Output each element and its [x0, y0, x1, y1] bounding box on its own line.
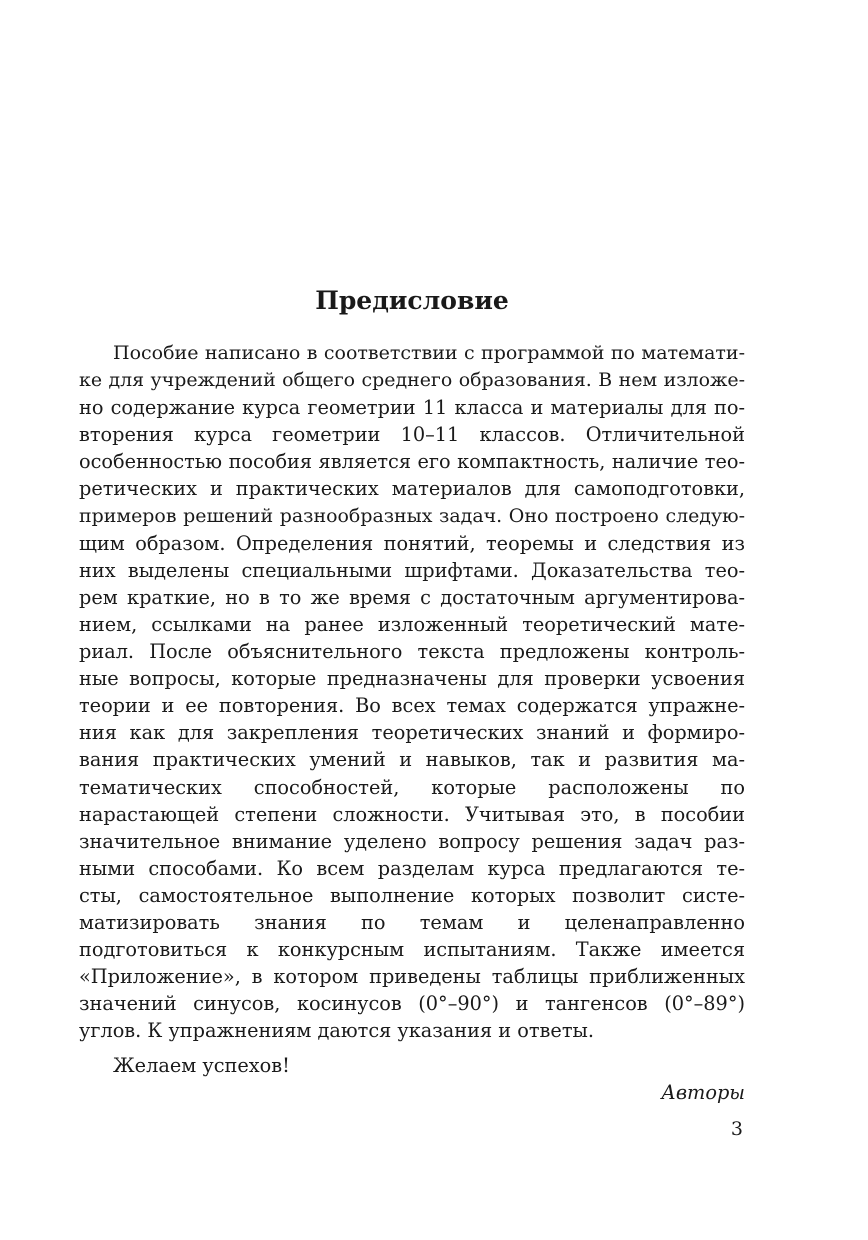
text-line: «Приложение», в котором приведены таблицы приближенных [79, 965, 745, 989]
text-line: значительное внимание уделено вопросу решения задач раз- [79, 829, 745, 853]
text-line: примеров решений разнообразных задач. Оно построено следую- [79, 504, 745, 527]
text-line: щим образом. Определения понятий, теоремы и следствия из [79, 531, 745, 555]
text-line: вания практических умений и навыков, так и развития ма- [79, 748, 745, 772]
text-line: матизировать знания по темам и целенаправленно [79, 910, 745, 934]
text-line: нарастающей степени сложности. Учитывая это, в пособии [79, 802, 745, 826]
preface-paragraph [79, 340, 745, 1044]
authors-signature: Авторы [661, 1081, 745, 1104]
text-line: особенностью пособия является его компактность, наличие тео- [79, 450, 745, 474]
book-page [79, 0, 745, 1240]
text-line: значений синусов, косинусов (0°–90°) и тангенсов (0°–89°) [79, 992, 745, 1016]
page-title: Предисловие [315, 286, 509, 315]
text-line: риал. После объяснительного текста предложены контроль- [79, 640, 745, 664]
text-line: но содержание курса геометрии 11 класса и материалы для по- [79, 396, 745, 420]
text-line: них выделены специальными шрифтами. Доказательства тео- [79, 558, 745, 582]
text-line: тематических способностей, которые расположены по [79, 775, 745, 799]
page-number: 3 [730, 1118, 743, 1140]
text-line: ке для учреждений общего среднего образования. В нем изложе- [79, 369, 745, 392]
closing-wish: Желаем успехов! [113, 1054, 290, 1077]
text-line: Пособие написано в соответствии с программой по математи- [113, 342, 745, 364]
text-line: рем краткие, но в то же время с достаточным аргументирова- [79, 585, 745, 609]
text-line: ными способами. Ко всем разделам курса предлагаются те- [79, 856, 745, 880]
text-line: сты, самостоятельное выполнение которых позволит систе- [79, 883, 745, 907]
text-line: ные вопросы, которые предназначены для проверки усвоения [79, 667, 745, 691]
text-line: углов. К упражнениям даются указания и ответы. [79, 1019, 594, 1043]
text-line: вторения курса геометрии 10–11 классов. Отличительной [79, 423, 745, 447]
text-line: ния как для закрепления теоретических знаний и формиро- [79, 721, 745, 745]
text-line: нием, ссылками на ранее изложенный теоретический мате- [79, 612, 745, 636]
text-line: подготовиться к конкурсным испытаниям. Также имеется [79, 938, 745, 962]
text-line: ретических и практических материалов для самоподготовки, [79, 477, 745, 501]
text-line: теории и ее повторения. Во всех темах содержатся упражне- [79, 694, 745, 718]
